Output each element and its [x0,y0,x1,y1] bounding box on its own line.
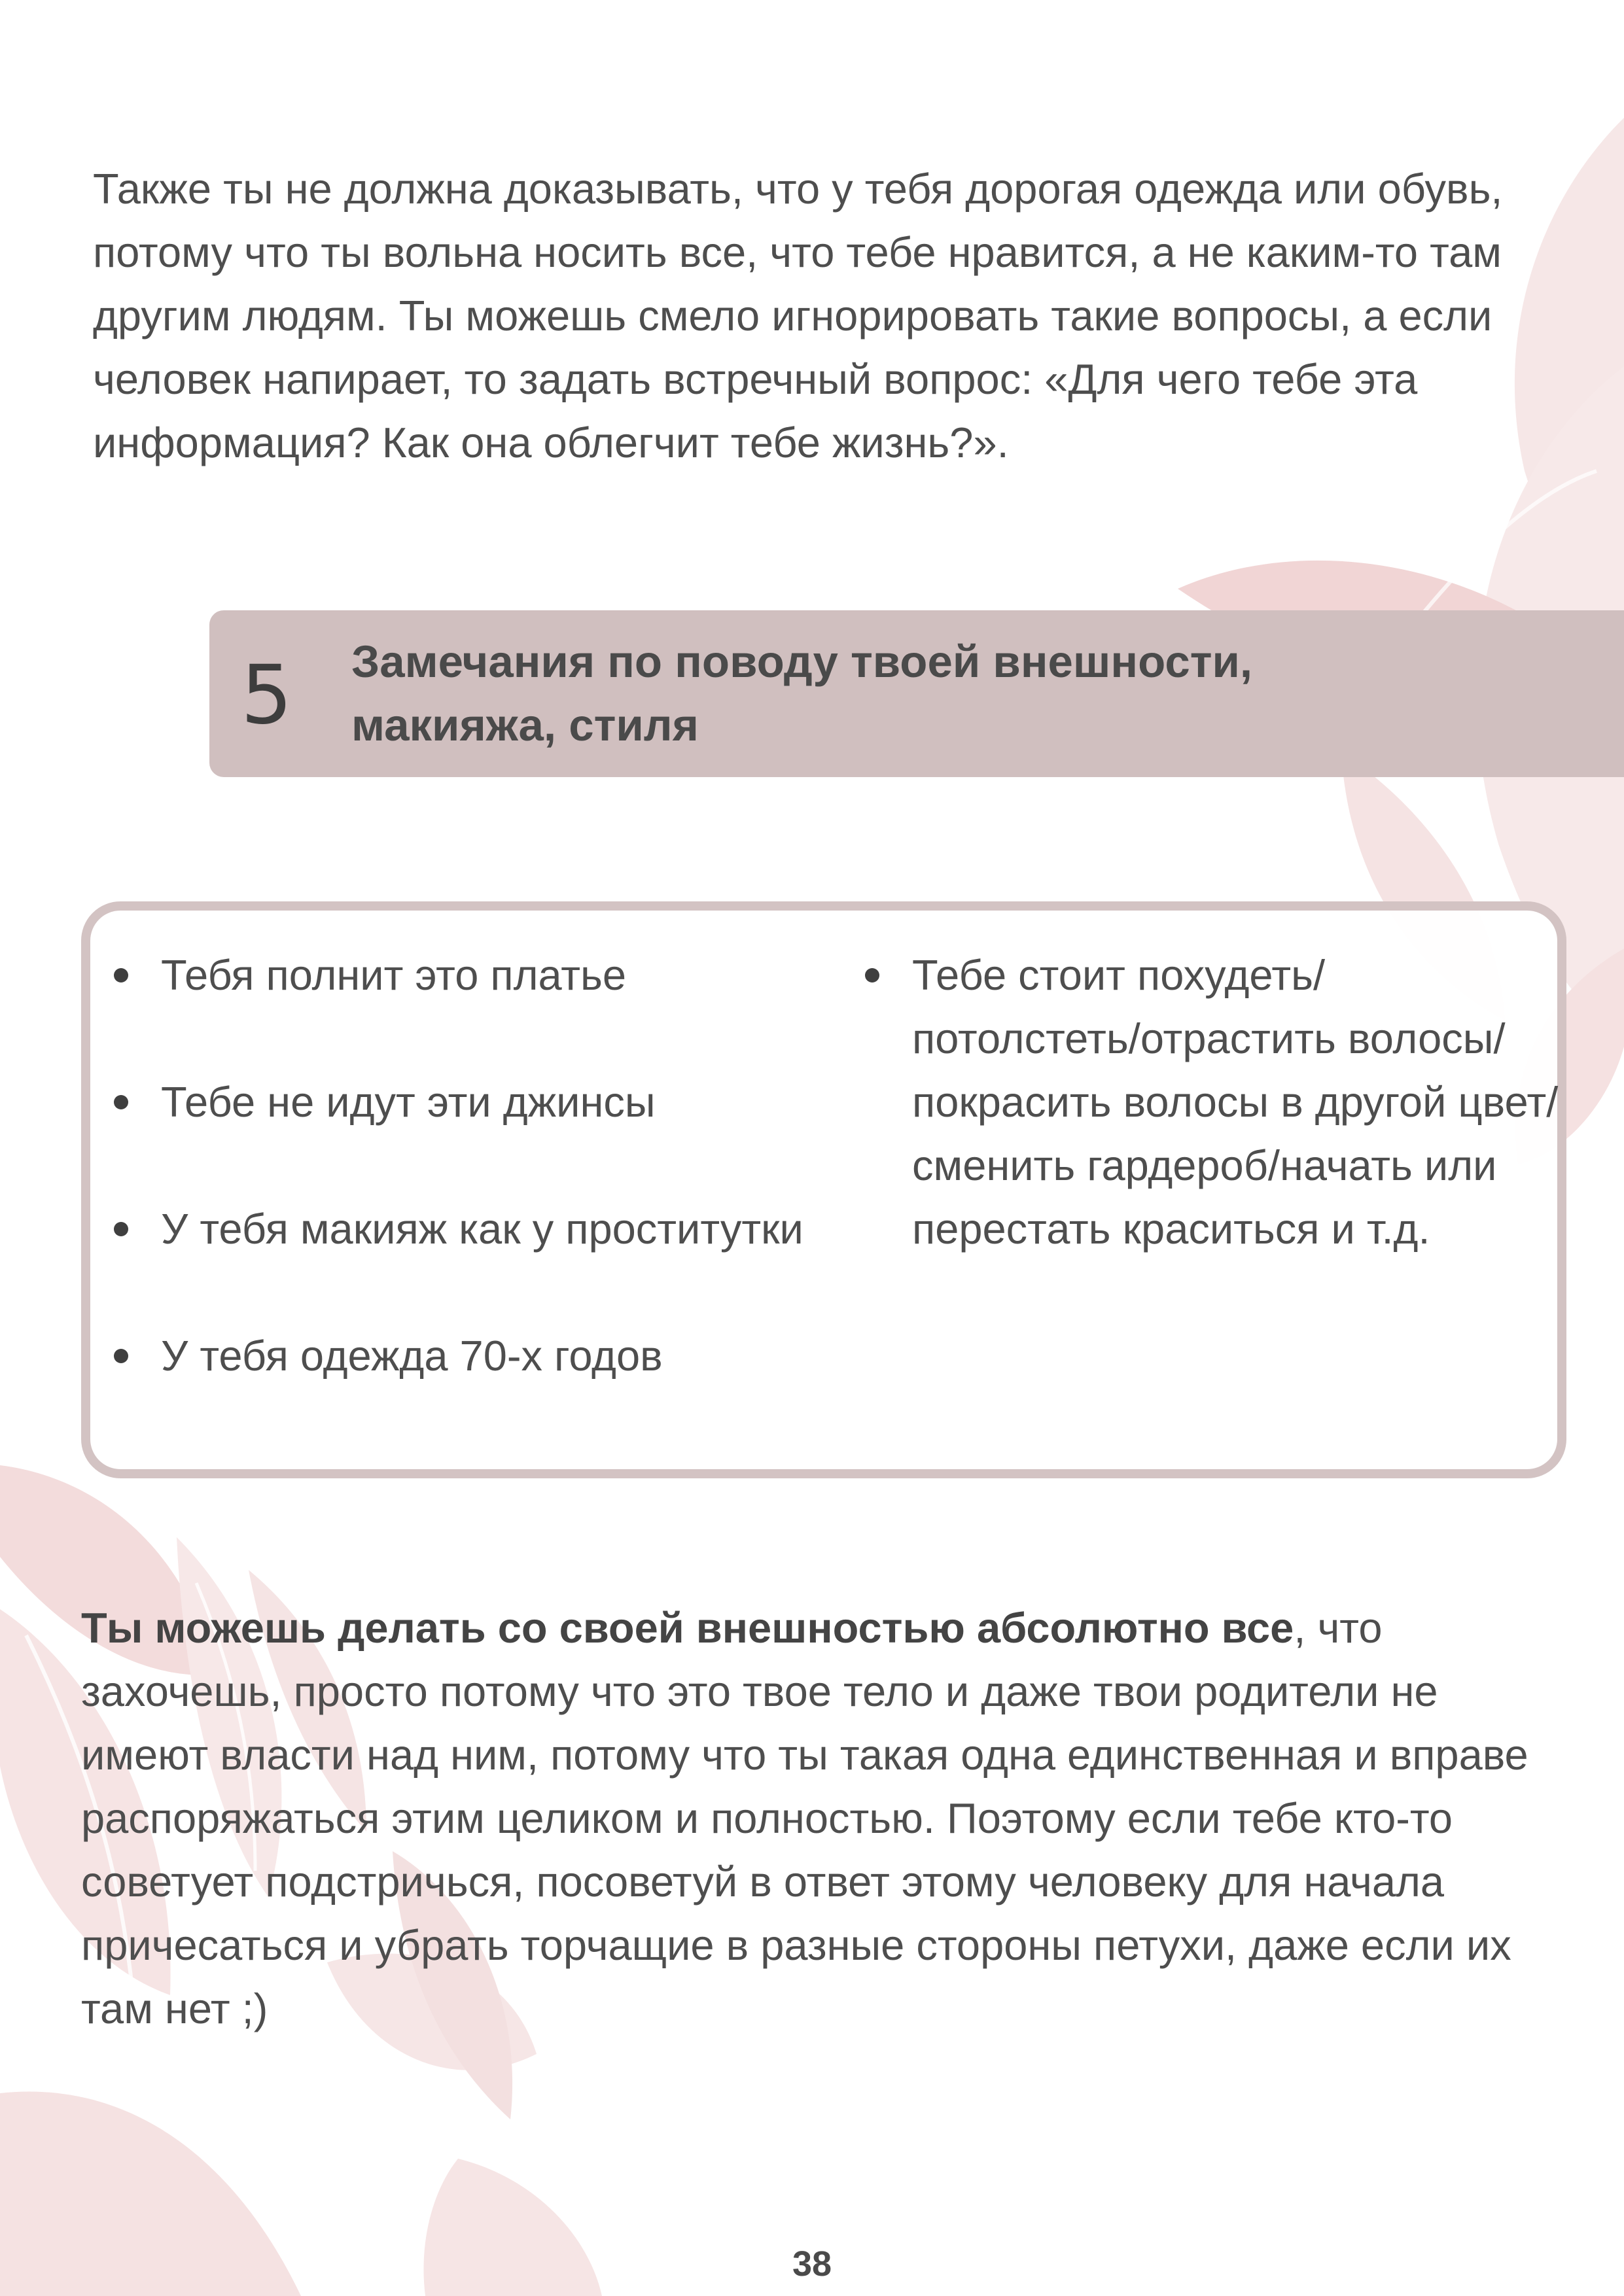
list-item [161,943,822,1007]
examples-left-list [161,943,822,1387]
list-item-text: Тебе не идут эти джинсы [161,1078,656,1126]
list-item-text: Тебя полнит это платье [161,951,627,999]
list-item [912,943,1560,1261]
section-number: 5 [241,648,292,742]
section-header [209,610,1624,777]
list-item [161,1324,822,1387]
list-item-text: Тебе стоит похудеть/ потолстеть/отрастить волосы/покрасить волосы в другой цвет/сменить гардероб/начать или перестать краситься и т.д. [912,951,1559,1253]
list-item [161,1197,822,1261]
bullet-icon [865,968,879,983]
page-number: 38 [792,2244,832,2284]
closing-bold-text: Ты можешь делать со своей внешностью абсолютно все [81,1604,1294,1652]
closing-text: , что захочешь, просто потому что это твое тело и даже твои родители не имеют власти над ним, потому что ты такая одна единственная и вправе распоряжаться этим целиком и полностью. Поэтому если тебе кто-то советует подстричься, посоветуй в ответ этому человеку для начала причесаться и убрать торчащие в разные стороны петухи, даже если их там нет ;) [81,1604,1528,2032]
list-item [161,1070,822,1134]
list-item-text: У тебя макияж как у проститутки [161,1205,803,1253]
examples-box [81,901,1566,1478]
list-item-text: У тебя одежда 70-х годов [161,1332,663,1380]
examples-right-list [912,943,1560,1261]
section-title: Замечания по поводу твоей внешности, макияжа, стиля [351,636,1253,750]
bullet-icon [114,1095,128,1109]
bullet-icon [114,968,128,983]
intro-paragraph: Также ты не должна доказывать, что у тебя дорогая одежда или обувь, потому что ты вольна носить все, что тебе нравится, а не каким-то там другим людям. Ты можешь смело игнорировать такие вопросы, а если человек напирает, то задать встречный вопрос: «Для чего тебе эта информация? Как она облегчит тебе жизнь?». [93,165,1503,466]
bullet-icon [114,1349,128,1363]
bullet-icon [114,1222,128,1236]
closing-paragraph [81,1596,1560,2040]
